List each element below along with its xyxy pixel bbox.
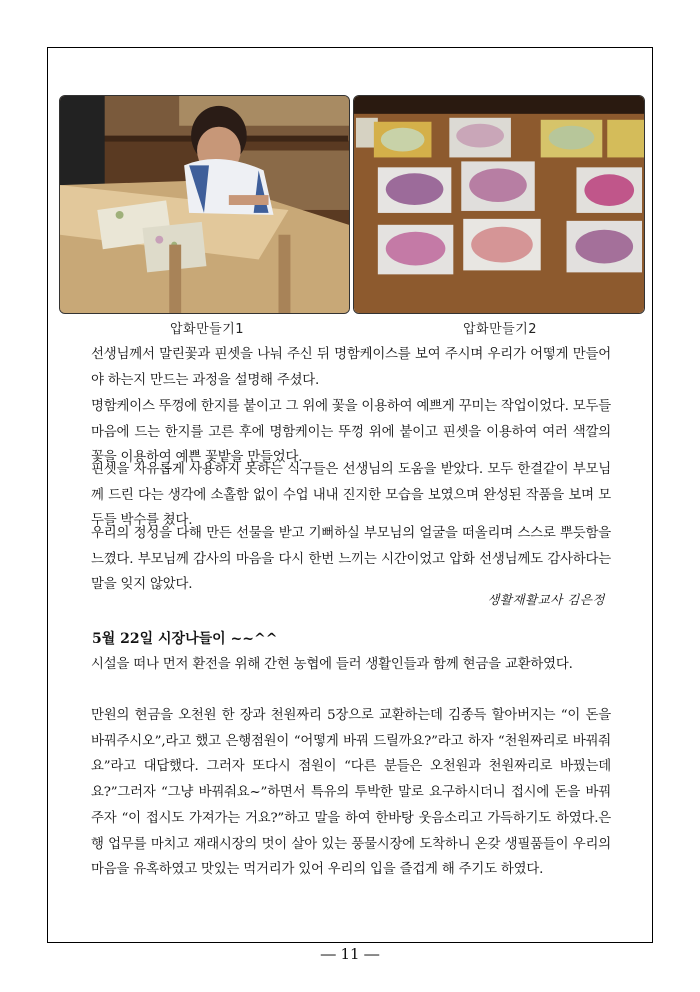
photo-pressed-flower-1 [59,95,350,314]
article1-paragraph: 선생님께서 말린꽃과 핀셋을 나눠 주신 뒤 명함케이스를 보여 주시며 우리가 어떻게 만들어야 하는지 만드는 과정을 설명해 주셨다. [91,347,611,388]
article2-paragraph: 만원의 현금을 오천원 한 장과 천원짜리 5장으로 교환하는데 김종득 할아버지는 “이 돈을 바꿔주시오”,라고 했고 은행점원이 “어떻게 바꿔 드릴까요?”라고 하자 “천원짜리로 바꿔줘요”라고 대답했다. 그러자 또다시 점원이 “다른 분들은 오천원과 천원짜리로 바꿨는데요?”그러자 “그냥 바꿔줘요~”하면서 특유의 투박한 말로 요구하시더니 접시에 돈을 바꿔주자 “이 접시도 가져가는 거요?”하고 말을 하여 한바탕 웃음소리고 가득하기도 하였다.은행 업무를 마치고 재래시장의 멋이 살아 있는 풍물시장에 도착하니 온갖 생필품들이 우리의 마음을 유혹하였고 맛있는 먹거리가 있어 우리의 입을 즐겁게 해 주기도 하였다. [91,708,611,878]
photo-caption-2: 압화만들기2 [463,322,538,337]
article1-paragraph: 우리의 정성을 다해 만든 선물을 받고 기뻐하실 부모님의 얼굴을 떠올리며 스스로 뿌듯함을 느꼈다. 부모님께 감사의 마음을 다시 한번 느끼는 시간이었고 압화 선생님께도 감사하다는 말을 잊지 않았다. [91,526,611,593]
article1-paragraph: 명함케이스 뚜껑에 한지를 붙이고 그 위에 꽃을 이용하여 예쁘게 꾸미는 작업이었다. 모두들 마음에 드는 한지를 고른 후에 명함케이는 뚜껑 위에 붙이고 핀셋을 이용하여 여러 색깔의 꽃을 이용하여 예쁜 꽃밭을 만들었다. [91,399,611,466]
author-signature: 생활재활교사 김은정 [487,592,605,607]
section-heading: 5월 22일 시장나들이 ~~^^ [92,631,278,647]
photo-caption-1: 압화만들기1 [170,322,245,337]
article2-paragraph: 시설을 떠나 먼저 환전을 위해 간현 농협에 들러 생활인들과 함께 현금을 교환하였다. [91,657,573,672]
article1-paragraph: 핀셋을 자유롭게 사용하지 못하는 식구들은 선생님의 도움을 받았다. 모두 한결같이 부모님께 드린 다는 생각에 소홀함 없이 수업 내내 진지한 모습을 보였으며 완성된 작품을 보며 모두들 박수를 쳤다. [91,462,611,529]
page-number: ― 11 ― [320,945,380,963]
photo-pressed-flower-2 [353,95,645,314]
